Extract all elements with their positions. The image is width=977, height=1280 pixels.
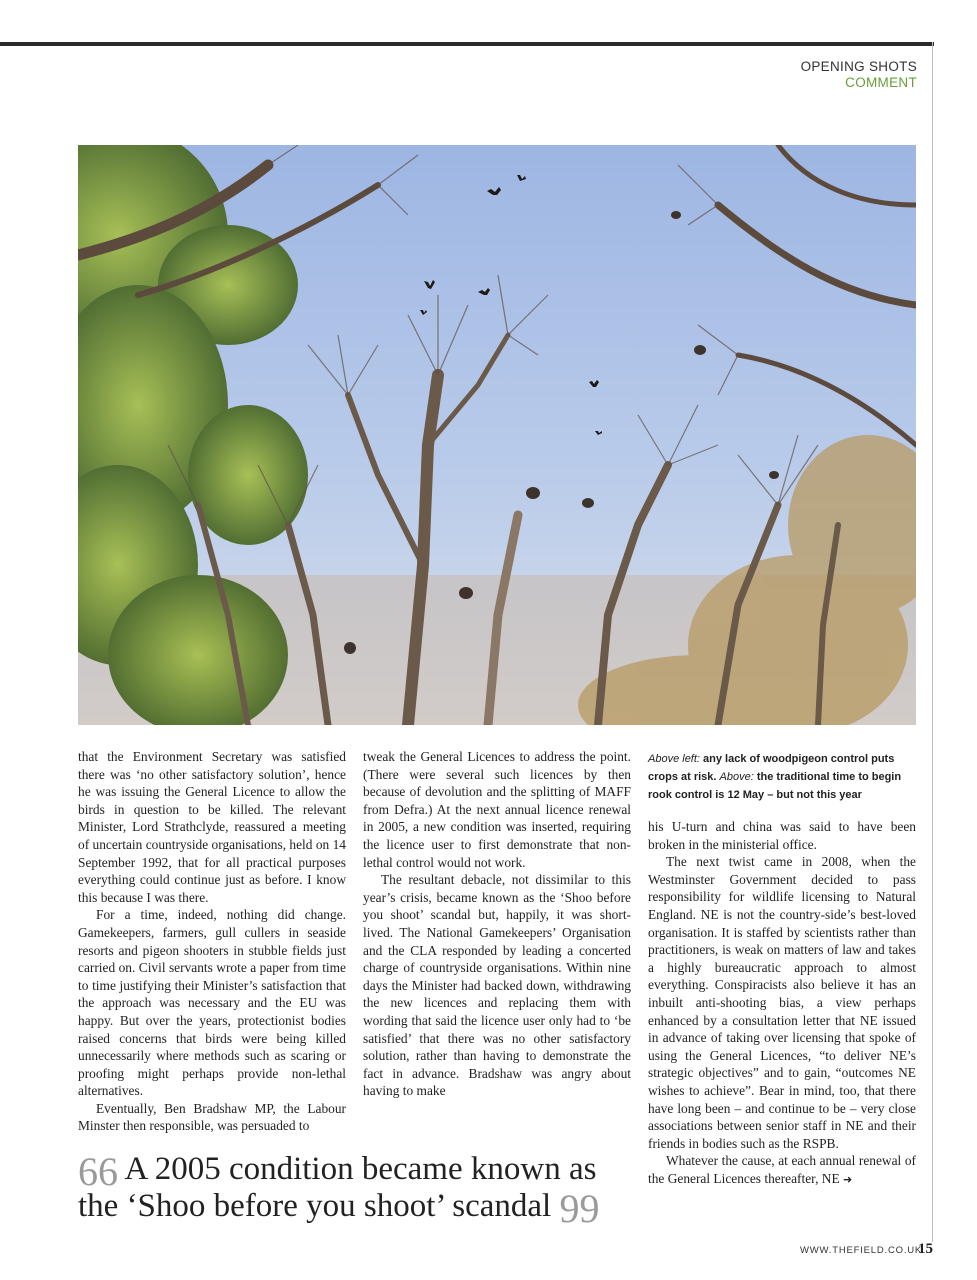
caption-text-2: the traditional time to begin rook control is 12 May – but not this year — [648, 771, 902, 801]
paragraph: The next twist came in 2008, when the Westminster Government decided to pass responsibility for wildlife licensing to Natural England. NE is not the country-side’s best-loved organisation. It is staffed by scientists rather than practitioners, is weak on matters of law and takes a highly bureaucratic approach to almost everything. Conspiracists also believe it has an inbuilt anti-shooting bias, a view perhaps enhanced by a consultation letter that NE issued in advance of taking over licensing that spoke of using the General Licences, “to deliver NE’s strategic objectives” and to gain, “outcomes NE wishes to achieve”. Bear in mind, too, that there have long been – and continue to be – very close associations between senior staff in NE and their friends in bodies such as the RSPB. — [648, 854, 916, 1151]
article-column-1 — [78, 748, 346, 1135]
caption-label-1: Above left: — [648, 753, 700, 765]
paragraph-text: Whatever the cause, at each annual renewal of the General Licences thereafter, NE — [648, 1153, 916, 1186]
tree-canopy-with-rooks-icon — [78, 145, 916, 725]
paragraph: tweak the General Licences to address the point. (There were several such licences by then because of devolution and the splitting of MAFF from Defra.) At the next annual licence renewal in 2005, a new condition was inserted, requiring the licence user to first demonstrate that non-lethal control would not work. — [363, 749, 631, 870]
page-number: 15 — [918, 1241, 933, 1257]
continue-arrow-icon: ➜ — [843, 1172, 853, 1186]
caption-label-2: Above: — [719, 771, 754, 783]
paragraph: The resultant debacle, not dissimilar to this year’s crisis, became known as the ‘Shoo before you shoot’ scandal but, happily, it was short-lived. The National Gamekeepers’ Organisation and the CLA responded by leading a concerted charge of countryside organisations. Within nine days the Minister had backed down, withdrawing the new licences and replacing them with wording that said the licence user only had to ‘be satisfied’ that there was no other satisfactory solution, rather than having to demonstrate the fact in advance. Bradshaw was angry about having to make — [363, 872, 631, 1099]
tree-canopy-photo — [78, 145, 916, 725]
open-quote-icon: 66 — [78, 1149, 118, 1194]
pull-quote-text: A 2005 condition became known as the ‘Shoo before you shoot’ scandal — [78, 1151, 597, 1224]
paragraph: For a time, indeed, nothing did change. Gamekeepers, farmers, gull cullers in seaside resorts and pigeon shooters in stubble fields just carried on. Civil servants wrote a paper from time to time justifying their Minister’s satisfaction that the approach was necessary and the EU was happy. But over the years, protectionist bodies raised concerns that birds were being killed unnecessarily where methods such as scaring or proofing might perhaps provide non-lethal alternatives. — [78, 907, 346, 1099]
right-rule — [932, 42, 933, 1242]
paragraph: that the Environment Secretary was satisfied there was ‘no other satisfactory solution’, hence he was issuing the General Licence to allow the birds in question to be killed. The relevant Minister, Lord Strathclyde, reassured a meeting of uncertain countryside organisations, held on 14 September 1992, that for all practical purposes everything could continue just as before. I know this because I was there. — [78, 749, 346, 905]
top-rule — [0, 42, 934, 46]
paragraph: his U-turn and china was said to have been broken in the ministerial office. — [648, 819, 916, 852]
close-quote-icon: 99 — [559, 1186, 600, 1231]
pull-quote — [78, 1149, 638, 1231]
section-label — [801, 59, 917, 91]
photo-caption — [648, 750, 916, 804]
section-title: OPENING SHOTS — [800, 59, 917, 74]
subsection-title: COMMENT — [845, 75, 917, 90]
article-column-3 — [648, 818, 916, 1188]
website-url: WWW.THEFIELD.CO.UK — [800, 1245, 923, 1256]
paragraph: Eventually, Ben Bradshaw MP, the Labour Minster then responsible, was persuaded to — [78, 1100, 346, 1134]
caption-text-1: any lack of woodpigeon control puts crops at risk. — [648, 753, 895, 783]
article-column-2 — [363, 748, 631, 1100]
page-footer — [800, 1241, 934, 1261]
paragraph — [648, 1152, 916, 1188]
